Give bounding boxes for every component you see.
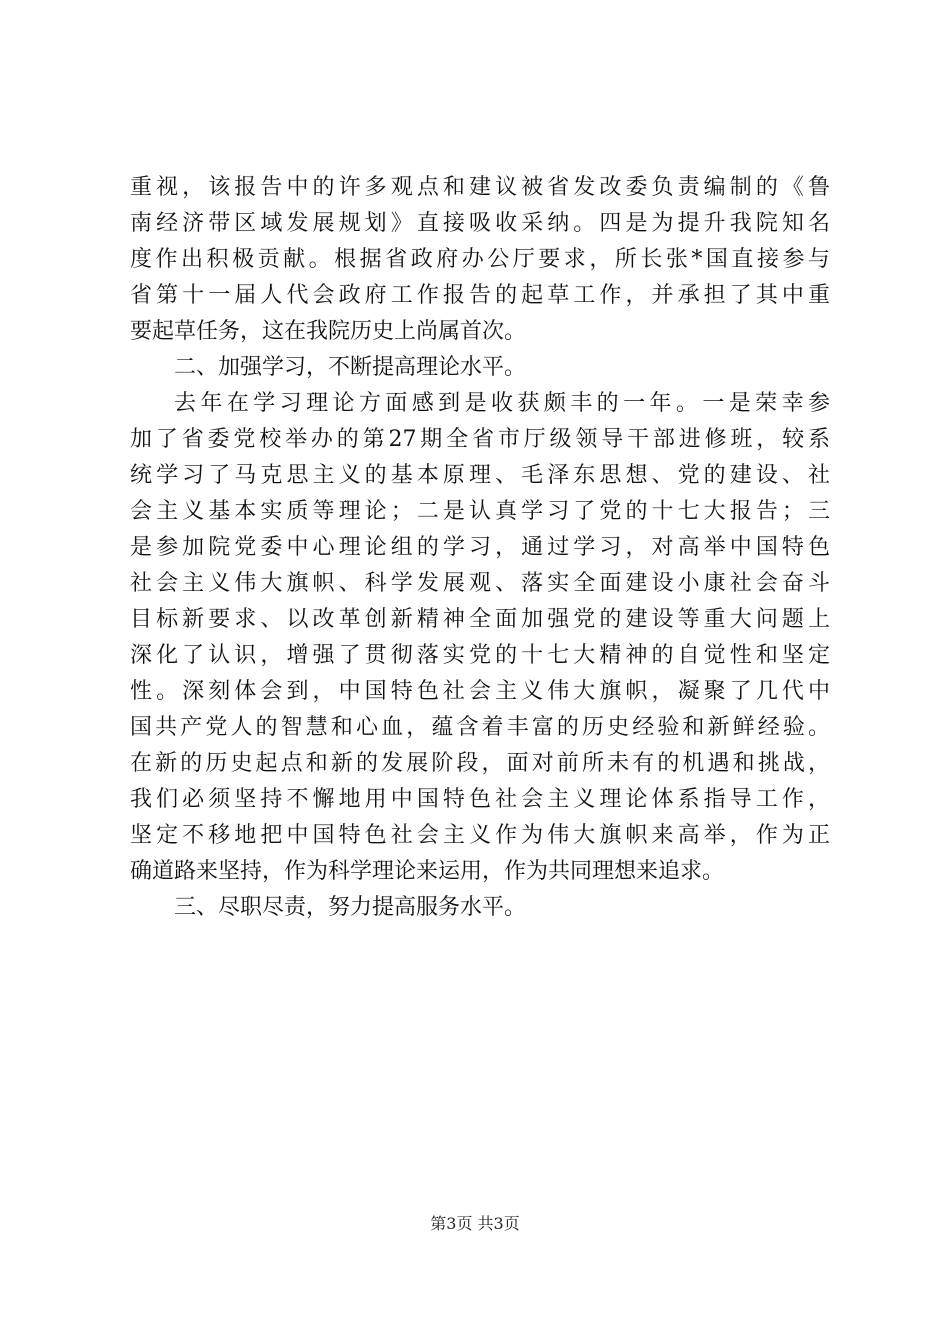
text-line: 国共产党人的智慧和心血，蕴含着丰富的历史经验和新鲜经验。 — [130, 715, 830, 740]
text-line: 省第十一届人代会政府工作报告的起草工作，并承担了其中重 — [130, 283, 830, 308]
text-line: 加了省委党校举办的第27期全省市厅级领导干部进修班，较系 — [130, 427, 830, 452]
text-line: 重视，该报告中的许多观点和建议被省发改委负责编制的《鲁 — [130, 175, 830, 200]
text-line: 坚定不移地把中国特色社会主义作为伟大旗帜来高举，作为正 — [130, 823, 830, 848]
section-heading-2 — [130, 350, 830, 386]
text-line: 南经济带区域发展规划》直接吸收采纳。四是为提升我院知名 — [130, 211, 830, 236]
text-line: 去年在学习理论方面感到是收获颇丰的一年。一是荣幸参 — [174, 391, 830, 416]
text-line: 会主义基本实质等理论；二是认真学习了党的十七大报告；三 — [130, 499, 830, 524]
paragraph-continuation — [130, 170, 830, 350]
text-line: 深化了认识，增强了贯彻落实党的十七大精神的自觉性和坚定 — [130, 643, 830, 668]
text-line: 度作出积极贡献。根据省政府办公厅要求，所长张*国直接参与 — [130, 247, 830, 272]
text-line: 目标新要求、以改革创新精神全面加强党的建设等重大问题上 — [130, 607, 830, 632]
section-heading: 三、尽职尽责，努力提高服务水平。 — [174, 895, 527, 920]
section-heading: 二、加强学习，不断提高理论水平。 — [174, 355, 527, 380]
page-footer — [0, 1214, 950, 1234]
page-number: 第3页 共3页 — [430, 1214, 520, 1233]
text-line: 性。深刻体会到，中国特色社会主义伟大旗帜，凝聚了几代中 — [130, 679, 830, 704]
document-body — [130, 170, 830, 926]
text-line: 统学习了马克思主义的基本原理、毛泽东思想、党的建设、社 — [130, 463, 830, 488]
text-line: 要起草任务，这在我院历史上尚属首次。 — [130, 319, 527, 344]
text-line: 是参加院党委中心理论组的学习，通过学习，对高举中国特色 — [130, 535, 830, 560]
section-heading-3 — [130, 890, 830, 926]
text-line: 确道路来坚持，作为科学理论来运用，作为共同理想来追求。 — [130, 859, 725, 884]
text-line: 我们必须坚持不懈地用中国特色社会主义理论体系指导工作， — [130, 787, 830, 812]
text-line: 社会主义伟大旗帜、科学发展观、落实全面建设小康社会奋斗 — [130, 571, 830, 596]
paragraph-study — [130, 386, 830, 890]
text-line: 在新的历史起点和新的发展阶段，面对前所未有的机遇和挑战， — [130, 751, 830, 776]
